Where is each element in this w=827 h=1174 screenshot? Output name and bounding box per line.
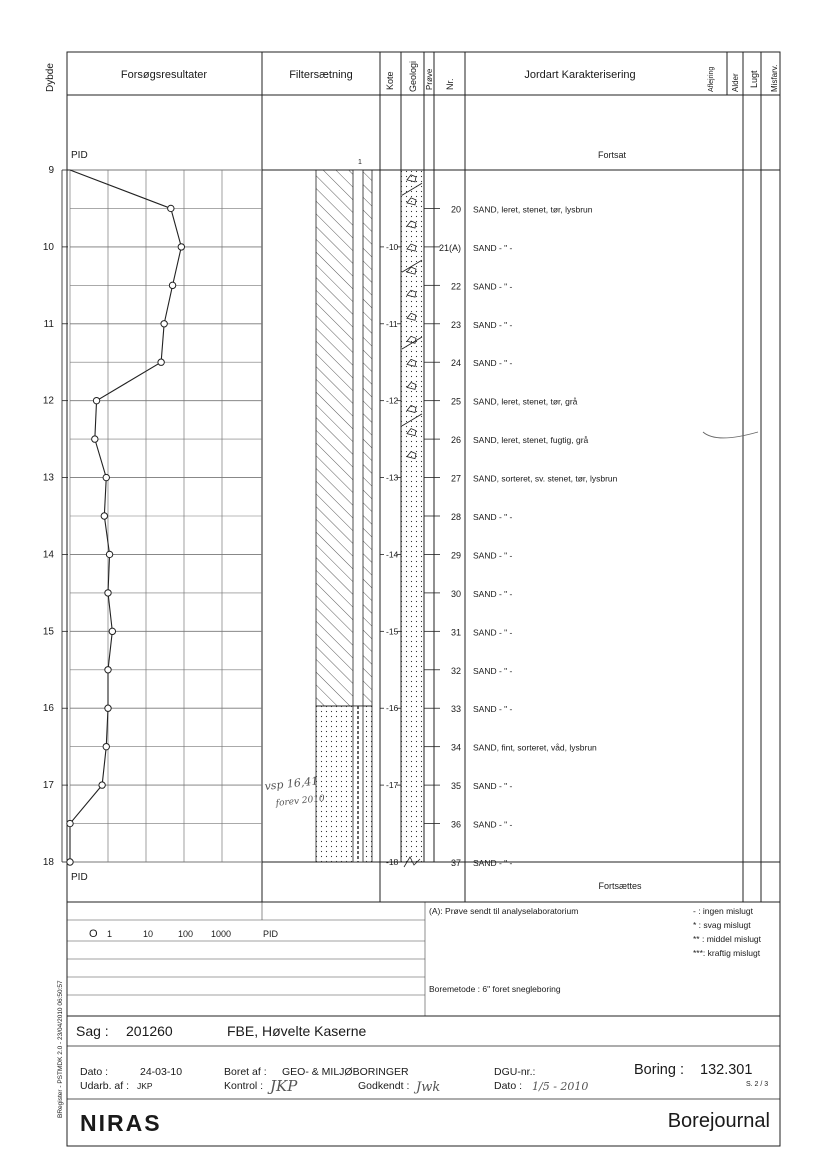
sample-number: 31: [450, 627, 461, 638]
pid-point: [161, 321, 167, 327]
sample-description: SAND - " -: [473, 281, 513, 292]
sample-number: 37: [450, 858, 461, 868]
header-nr: Nr.: [445, 78, 455, 90]
project-name: FBE, Høvelte Kaserne: [227, 1023, 367, 1039]
pid-top-label: PID: [71, 150, 88, 161]
pid-point: [158, 359, 164, 365]
boring-value: 132.301: [700, 1062, 753, 1078]
pid-point: [178, 244, 184, 250]
depth-tick-label: 18: [42, 857, 54, 868]
pid-point: [106, 551, 112, 557]
kote-label: -12: [386, 395, 399, 406]
sample-number: 25: [450, 396, 461, 407]
sample-description: SAND, leret, stenet, tør, grå: [473, 396, 578, 407]
sample-description: SAND - " -: [473, 550, 513, 561]
sample-number: 33: [450, 704, 461, 715]
header-misfarv: Misfarv.: [770, 64, 779, 92]
dato2-label: Dato :: [494, 1080, 523, 1092]
sample-description: SAND - " -: [473, 319, 513, 330]
sample-description: SAND - " -: [473, 781, 513, 792]
legend-pid: PID: [263, 929, 279, 939]
sample-number: 22: [450, 281, 461, 292]
depth-tick-label: 10: [42, 241, 54, 253]
depth-axis: [43, 165, 68, 868]
kontrol-signature: JKP: [270, 1077, 298, 1095]
kote-label: -10: [386, 241, 399, 252]
header-dybde: Dybde: [45, 63, 56, 92]
sample-description: SAND - " -: [473, 512, 513, 522]
sample-number: 29: [450, 550, 461, 561]
legend-scale-1000: 1000: [211, 929, 232, 939]
header-filter: Filtersætning: [289, 69, 353, 81]
header-alder: Alder: [731, 73, 740, 92]
sample-number: 21(A): [438, 242, 461, 253]
depth-tick-label: 16: [42, 703, 54, 715]
udarb-value: JKP: [137, 1081, 153, 1091]
pid-point: [101, 513, 107, 519]
sample-description: SAND, sorteret, sv. stenet, tør, lysbrun: [473, 473, 618, 484]
legend-scale-symbol: O: [89, 928, 98, 940]
kontrol-label: Kontrol :: [224, 1080, 264, 1092]
niras-logo: NIRAS: [80, 1110, 162, 1136]
pid-bottom-label: PID: [71, 872, 88, 883]
header-forsog: Forsøgsresultater: [120, 69, 208, 81]
legend-scale-1: 1: [107, 929, 113, 939]
pid-point: [105, 590, 111, 596]
filter-casing: [316, 170, 372, 862]
pid-point: [99, 782, 105, 788]
column-headers: [45, 61, 779, 92]
pid-chart: [67, 170, 185, 865]
sample-description: SAND, leret, stenet, tør, lysbrun: [473, 204, 593, 215]
legend-note-a: (A): Prøve sendt til analyselaboratorium: [429, 906, 579, 916]
kote-label: -18: [386, 857, 399, 867]
depth-tick-label: 13: [42, 472, 54, 484]
pid-point: [105, 705, 111, 711]
pid-point: [103, 743, 109, 749]
handwriting-vsp: vsp 16,41: [263, 774, 319, 793]
sample-number: 30: [450, 588, 461, 599]
sample-number: 34: [450, 742, 461, 753]
pid-point: [105, 667, 111, 673]
depth-tick-label: 11: [43, 318, 54, 330]
boret-label: Boret af :: [224, 1066, 267, 1078]
header-prove: Prøve: [425, 68, 434, 90]
sample-number: 26: [450, 435, 461, 446]
boring-label: Boring :: [634, 1062, 684, 1078]
sample-rows: [424, 204, 618, 868]
document-title: Borejournal: [667, 1110, 770, 1132]
sample-number: 27: [450, 473, 461, 484]
sample-number: 24: [450, 358, 461, 369]
pid-point: [109, 628, 115, 634]
sample-description: SAND - " -: [473, 358, 513, 369]
kote-label: -16: [386, 703, 399, 714]
legend-boremetode: Boremetode : 6" foret snegleboring: [429, 984, 561, 994]
header-jordart: Jordart Karakterisering: [524, 69, 636, 81]
pid-point: [67, 820, 73, 826]
depth-tick-label: 17: [42, 780, 54, 792]
depth-tick-label: 12: [42, 395, 54, 407]
header-lugt: Lugt: [749, 70, 759, 88]
depth-tick-label: 15: [42, 626, 54, 638]
casing-hatched-zone: [316, 170, 372, 706]
sag-label: Sag :: [76, 1023, 109, 1039]
legend-smell-0: - : ingen mislugt: [693, 906, 753, 916]
pid-point: [168, 205, 174, 211]
header-aflejring: Aflejring: [708, 66, 715, 92]
sample-description: SAND - " -: [473, 665, 513, 676]
footer-block: [67, 1016, 780, 1146]
sample-description: SAND - " -: [473, 819, 513, 830]
kote-label: -17: [386, 780, 399, 791]
kote-column: [380, 242, 401, 867]
sample-number: 20: [450, 204, 461, 215]
fortsat-label: Fortsat: [597, 150, 627, 160]
sample-description: SAND - " -: [473, 588, 513, 599]
kote-label: -11: [386, 318, 398, 329]
sag-value: 201260: [126, 1023, 173, 1039]
boret-value: GEO- & MILJØBORINGER: [282, 1066, 409, 1078]
handwritten-squiggle: [703, 432, 758, 438]
page-number: S. 2 / 3: [746, 1081, 769, 1088]
godkendt-signature: Jwk: [416, 1080, 441, 1095]
sample-description: SAND - " -: [473, 704, 513, 715]
filter-mark: 1: [358, 159, 362, 166]
godkendt-label: Godkendt :: [358, 1080, 410, 1092]
geology-column: [401, 170, 424, 867]
depth-tick-label: 14: [42, 549, 54, 561]
dgu-label: DGU-nr.:: [494, 1066, 536, 1078]
header-kote: Kote: [385, 71, 395, 90]
dato2-value: 1/5 - 2010: [532, 1080, 589, 1093]
pid-point: [103, 474, 109, 480]
sample-description: SAND - " -: [473, 242, 513, 253]
sample-number: 28: [450, 512, 461, 522]
header-geologi: Geologi: [408, 60, 418, 92]
sample-number: 23: [450, 319, 461, 330]
pid-point: [67, 859, 73, 865]
sample-description: SAND - " -: [473, 858, 513, 868]
handwriting-forev: forev 2010: [275, 793, 326, 809]
kote-label: -14: [386, 549, 399, 560]
depth-tick-label: 9: [48, 165, 54, 176]
legend-scale-10: 10: [143, 929, 154, 939]
kote-label: -15: [386, 626, 399, 637]
legend-smell-1: * : svag mislugt: [693, 920, 751, 930]
side-register-text: BRegister - PSTMDK 2.0 - 23/04/2010 06:50:57: [57, 980, 64, 1118]
legend-area: [67, 902, 780, 1016]
sample-description: SAND, leret, stenet, fugtig, grå: [473, 435, 589, 446]
dato-value: 24-03-10: [140, 1066, 183, 1078]
sample-number: 36: [450, 819, 461, 830]
riser-pipe: [353, 170, 363, 706]
sample-number: 35: [450, 781, 461, 792]
legend-scale-100: 100: [178, 929, 194, 939]
udarb-label: Udarb. af :: [80, 1080, 130, 1092]
kote-label: -13: [386, 472, 399, 483]
dato-label: Dato :: [80, 1066, 109, 1078]
pid-point: [93, 397, 99, 403]
legend-smell-2: ** : middel mislugt: [693, 934, 762, 944]
sample-number: 32: [450, 665, 461, 676]
filter-sand-zone: [316, 706, 372, 862]
legend-smell-3: ***: kraftig mislugt: [693, 948, 761, 958]
pid-grid: [70, 170, 262, 862]
pid-point: [92, 436, 98, 442]
fortsaettes-label: Fortsættes: [598, 881, 642, 891]
sample-description: SAND - " -: [473, 627, 513, 638]
pid-point: [169, 282, 175, 288]
sample-description: SAND, fint, sorteret, våd, lysbrun: [473, 742, 597, 753]
